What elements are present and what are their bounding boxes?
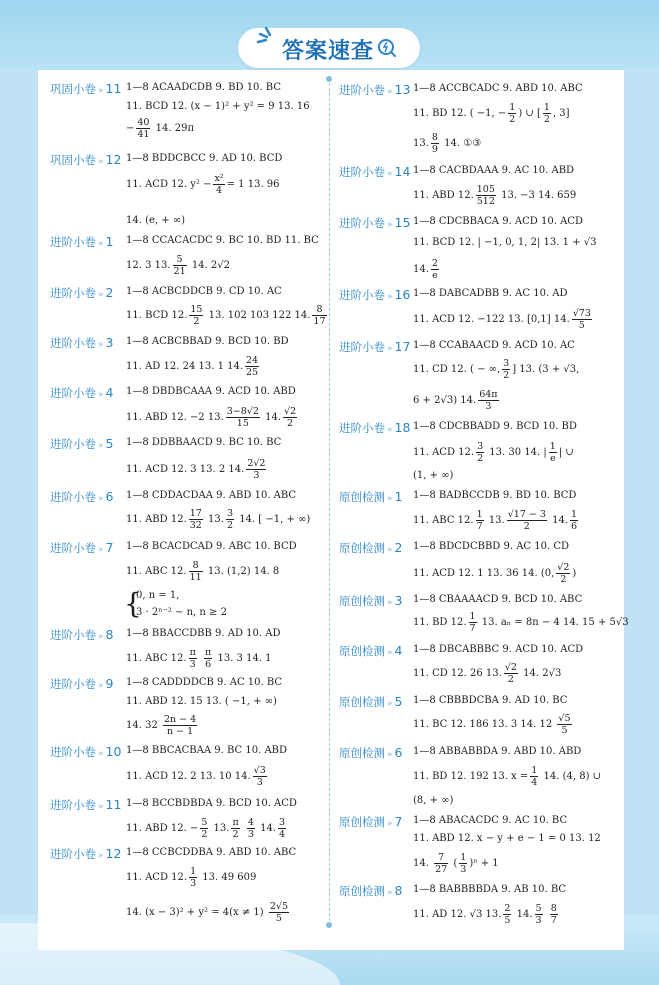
section-tag-right-6: 原创检测 » 1 [339, 489, 403, 504]
answer-line: 1—8 BCCBDBDA 9. BCD 10. ACD [126, 798, 297, 809]
section-tag-left-2: 进阶小卷 » 1 [50, 234, 114, 249]
answer-line: 11. ACD 12. 1 13. 36 14. (0, $\frac{√2}{2}$ ) [413, 562, 577, 585]
spark-icon [254, 26, 278, 48]
answer-line: 11. ABD 12. 15 13. ( −1, + ∞) [126, 696, 277, 707]
answer-line: 14. 32 $\frac{2n - 4}{n - 1}$ [126, 714, 197, 737]
section-tag-right-9: 原创检测 » 4 [339, 643, 403, 658]
section-tag-left-5: 进阶小卷 » 4 [50, 385, 114, 400]
answer-line: 1—8 BABBBBDA 9. AB 10. BC [413, 884, 567, 895]
answer-line: 11. BCD 12. $\frac{15}{2}$ 13. 102 103 122 14. $\frac{8}{17}$ [126, 304, 326, 327]
answer-line: 11. ACD 12. 3 13. 2 14. $\frac{2√2}{3}$ [126, 458, 266, 481]
answer-line: 6 + 2√3) 14. $\frac{64\pi}{3}$ [413, 389, 498, 412]
answer-line: 1—8 CDCBBADD 9. BCD 10. BD [413, 421, 577, 432]
answer-line: 1—8 CDDACDAA 9. ABD 10. ABC [126, 490, 297, 501]
answer-line: 1—8 DABCADBB 9. AC 10. AD [413, 288, 568, 299]
answer-line: 14. $\frac{2}{e}$ [413, 258, 438, 281]
answer-line: 11. AD 12. 24 13. 1 14. $\frac{24}{25}$ [126, 355, 259, 378]
section-tag-right-3: 进阶小卷 » 16 [339, 287, 411, 302]
answer-line: 1—8 ACAADCDB 9. BD 10. BC [126, 82, 281, 93]
answer-line: 0, n = 1, [136, 590, 180, 601]
answer-line: 1—8 CBAAAACD 9. BCD 10. ABC [413, 594, 583, 605]
answer-line: (8, + ∞) [413, 795, 454, 806]
section-tag-left-4: 进阶小卷 » 3 [50, 335, 114, 350]
answer-line: 1—8 CADDDDCB 9. AC 10. BC [126, 677, 283, 688]
section-tag-left-0: 巩固小卷 » 11 [50, 81, 122, 96]
answer-line: 3 · 2ⁿ⁻² − n, n ≥ 2 [136, 607, 227, 618]
section-tag-right-2: 进阶小卷 » 15 [339, 215, 411, 230]
answer-line: 11. BD 12. 192 13. x = $\frac{1}{4}$ 14. (4, 8) ∪ [413, 765, 602, 788]
answer-line: 11. BD 12. $\frac{1}{7}$ 13. aₙ = 8n − 4 14. 15 + 5√3 [413, 611, 629, 634]
answer-line: 11. ABC 12. $\frac{1}{7}$ 13. $\frac{√17 - 3}{2}$ 14. $\frac{1}{6}$ [413, 509, 578, 532]
answer-line: 11. CD 12. 26 13. $\frac{√2}{2}$ 14. 2√3 [413, 662, 562, 685]
answer-line: 1—8 BADBCCDB 9. BD 10. BCD [413, 490, 577, 501]
answer-line: 1—8 CDCBBACA 9. ACD 10. ACD [413, 216, 583, 227]
answer-line: 11. BD 12. ( −1, − $\frac{1}{2}$ ) ∪ [ $\frac{1}{2}$ , 3] [413, 102, 570, 125]
answer-line: 1—8 BBCACBAA 9. BC 10. ABD [126, 745, 288, 756]
section-tag-right-7: 原创检测 » 2 [339, 540, 403, 555]
section-tag-right-0: 进阶小卷 » 13 [339, 82, 411, 97]
answer-line: 11. ACD 12. y² − $\frac{\text{x²}}{4}$ = 1 13. 96 [126, 173, 280, 196]
answer-line: 11. ABD 12. −2 13. $\frac{3-8√2}{15}$ 14. $\frac{√2}{2}$ [126, 406, 297, 429]
section-tag-right-10: 原创检测 » 5 [339, 694, 403, 709]
section-tag-left-7: 进阶小卷 » 6 [50, 489, 114, 504]
answer-line: 1—8 BDCDCBBD 9. AC 10. CD [413, 541, 570, 552]
answer-line: 1—8 DBDBCAAA 9. ACD 10. ABD [126, 386, 296, 397]
answer-line: 14. (x − 3)² + y² = 4(x ≠ 1) $\frac{2√5}{5}$ [126, 901, 289, 924]
answer-line: 11. ABD 12. $\frac{17}{32}$ 13. $\frac{3}{2}$ 14. [ −1, + ∞) [126, 508, 311, 531]
answer-line: 1—8 BBACCDBB 9. AD 10. AD [126, 628, 281, 639]
section-tag-left-12: 进阶小卷 » 11 [50, 797, 122, 812]
magnifier-icon [377, 38, 397, 58]
answer-line: 11. ABC 12. $\frac{8}{11}$ 13. (1,2) 14. 8 [126, 560, 280, 583]
answer-line: 1—8 ACCBCADC 9. ABD 10. ABC [413, 83, 583, 94]
answer-line: − $\frac{40}{41}$ 14. 29π [126, 117, 195, 140]
answer-line: 13. $\frac{8}{9}$ 14. ①③ [413, 132, 482, 155]
answer-line: 1—8 CBBBDCBA 9. AD 10. BC [413, 695, 568, 706]
answer-line: 14. (e, + ∞) [126, 215, 186, 226]
answer-line: 11. BCD 12. | −1, 0, 1, 2| 13. 1 + √3 [413, 237, 597, 248]
answer-line: 11. ACD 12. $\frac{3}{2}$ 13. 30 14. | $\frac{1}{e}$ | ∪ [413, 441, 574, 464]
answer-line: 14. $\frac{7}{27}$ ( $\frac{1}{3}$ )ⁿ + 1 [413, 852, 499, 875]
answer-line: 11. ACD 12. 2 13. 10 14. $\frac{√3}{3}$ [126, 765, 266, 788]
answer-line: 11. BCD 12. (x − 1)² + y² = 9 13. 16 [126, 101, 310, 112]
section-tag-left-8: 进阶小卷 » 7 [50, 540, 114, 555]
answer-line: 1—8 ABACACDC 9. AC 10. BC [413, 815, 568, 826]
answer-line: 1—8 DDBBAACD 9. BC 10. BC [126, 437, 282, 448]
answer-line: 11. ABD 12. − $\frac{5}{2}$ 13. $\frac{\pi}{2}$ $\frac{4}{3}$ 14. $\frac{3}{4}$ [126, 817, 286, 840]
brace-symbol: { [124, 587, 142, 620]
section-tag-right-8: 原创检测 » 3 [339, 593, 403, 608]
section-tag-right-13: 原创检测 » 8 [339, 883, 403, 898]
answer-line: 1—8 CACBDAAA 9. AC 10. ABD [413, 165, 575, 176]
section-tag-right-12: 原创检测 » 7 [339, 814, 403, 829]
answer-line: 1—8 ACBCBBAD 9. BCD 10. BD [126, 336, 289, 347]
answer-line: 11. CD 12. ( − ∞, $\frac{3}{2}$ ] 13. (3 + √3, [413, 358, 580, 381]
section-tag-left-11: 进阶小卷 » 10 [50, 744, 122, 759]
section-tag-left-13: 进阶小卷 » 12 [50, 846, 122, 861]
page-title: 答案速查 [282, 39, 375, 64]
answer-line: 1—8 CCABAACD 9. ACD 10. AC [413, 340, 575, 351]
section-tag-left-3: 进阶小卷 » 2 [50, 285, 114, 300]
section-tag-right-1: 进阶小卷 » 14 [339, 164, 411, 179]
section-tag-left-9: 进阶小卷 » 8 [50, 627, 114, 642]
divider-dot-top [326, 76, 332, 82]
answer-line: 11. ABC 12. $\frac{\pi}{3}$ $\frac{\pi}{6}$ 13. 3 14. 1 [126, 647, 272, 670]
answer-line: 11. ABD 12. $\frac{105}{512}$ 13. −3 14. 659 [413, 184, 577, 207]
answer-line: 12. 3 13. $\frac{5}{21}$ 14. 2√2 [126, 254, 230, 277]
answer-line: 1—8 ABBABBDA 9. ABD 10. ABD [413, 746, 582, 757]
answer-line: 1—8 CCACACDC 9. BC 10. BD 11. BC [126, 235, 319, 246]
section-tag-right-11: 原创检测 » 6 [339, 745, 403, 760]
answer-line: 11. AD 12. √3 13. $\frac{2}{5}$ 14. $\frac{5}{3}$ $\frac{8}{7}$ [413, 903, 557, 926]
answer-line: 1—8 DBCABBBC 9. ACD 10. ACD [413, 644, 584, 655]
answer-line: (1, + ∞) [413, 470, 454, 481]
answer-line: 11. ACD 12. $\frac{1}{3}$ 13. 49 609 [126, 866, 257, 889]
answer-line: 1—8 ACBCDDCB 9. CD 10. AC [126, 286, 282, 297]
section-tag-right-4: 进阶小卷 » 17 [339, 339, 411, 354]
section-tag-left-10: 进阶小卷 » 9 [50, 676, 114, 691]
header [0, 0, 659, 70]
column-divider [329, 78, 330, 926]
answer-line: 11. BC 12. 186 13. 3 14. 12 $\frac{√5}{5}$ [413, 713, 571, 736]
divider-dot-bottom [326, 922, 332, 928]
section-tag-left-1: 巩固小卷 » 12 [50, 152, 122, 167]
section-tag-right-5: 进阶小卷 » 18 [339, 420, 411, 435]
answer-line: 1—8 BCACDCAD 9. ABC 10. BCD [126, 541, 297, 552]
answer-line: 11. ACD 12. −122 13. [0,1] 14. $\frac{√73}{5}$ [413, 308, 591, 331]
answer-line: 1—8 BDDCBCC 9. AD 10. BCD [126, 153, 283, 164]
section-tag-left-6: 进阶小卷 » 5 [50, 436, 114, 451]
answer-line: 1—8 CCBCDDBA 9. ABD 10. ABC [126, 847, 297, 858]
answer-line: 11. ABD 12. x − y + e − 1 = 0 13. 12 [413, 833, 601, 844]
